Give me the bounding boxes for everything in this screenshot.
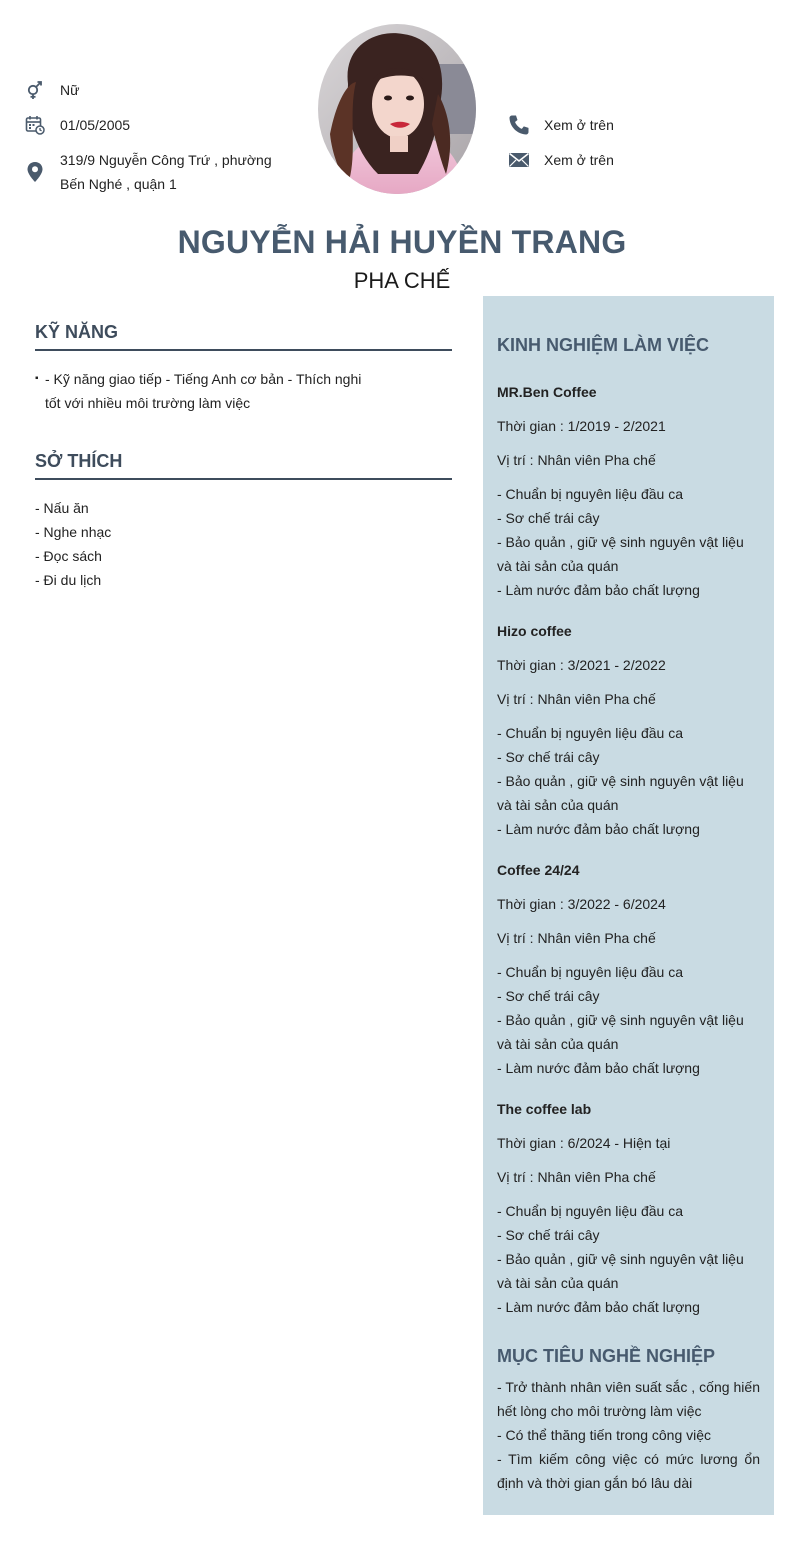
job-role: Vị trí : Nhân viên Pha chế [497,1169,656,1185]
company-name: Hizo coffee [497,623,572,639]
duty-item: - Sơ chế trái cây [497,988,600,1004]
goal-item: - Trở thành nhân viên suất sắc , cống hiến hết lòng cho môi trường làm việc [497,1379,760,1419]
goal-item: - Tìm kiếm công việc có mức lương ổn định và thời gian gắn bó lâu dài [497,1451,760,1491]
job-role: Vị trí : Nhân viên Pha chế [497,452,656,468]
goal-item: - Có thể thăng tiến trong công việc [497,1427,712,1443]
phone-info [508,113,614,137]
job-role: Vị trí : Nhân viên Pha chế [497,930,656,946]
company-name: MR.Ben Coffee [497,384,597,400]
skills-section [35,367,452,415]
email-info [508,148,614,172]
hobby-item: - Đi du lịch [35,572,102,588]
right-sidebar [483,296,774,1515]
job-entry [497,1097,760,1319]
job-time: Thời gian : 1/2019 - 2/2021 [497,418,666,434]
candidate-name: NGUYỄN HẢI HUYỀN TRANG [177,224,627,260]
address-value: 319/9 Nguyễn Công Trứ , phường Bến Nghé , quận 1 [60,152,272,192]
hobby-item: - Nấu ăn [35,500,89,516]
job-time: Thời gian : 3/2021 - 2/2022 [497,657,666,673]
phone-value: Xem ở trên [544,117,614,133]
square-bullet-icon: ▪ [35,373,39,384]
duty-item: - Chuẩn bị nguyên liệu đầu ca [497,1203,684,1219]
job-duties [497,1199,760,1319]
job-duties [497,721,760,841]
address-info [24,148,294,196]
duty-item: - Bảo quản , giữ vệ sinh nguyên vật liệu và tài sản của quán [497,1251,744,1291]
job-time: Thời gian : 6/2024 - Hiện tại [497,1135,671,1151]
career-goals-list [497,1375,760,1495]
gender-info [24,78,79,102]
envelope-icon [508,149,530,171]
company-name: The coffee lab [497,1101,592,1117]
duty-item: - Chuẩn bị nguyên liệu đầu ca [497,486,684,502]
job-time: Thời gian : 3/2022 - 6/2024 [497,896,666,912]
duty-item: - Bảo quản , giữ vệ sinh nguyên vật liệu và tài sản của quán [497,1012,744,1052]
duty-item: - Sơ chế trái cây [497,749,600,765]
company-name: Coffee 24/24 [497,862,580,878]
experience-list [497,380,760,1319]
gender-icon [24,79,46,101]
duty-item: - Chuẩn bị nguyên liệu đầu ca [497,964,684,980]
job-entry [497,619,760,841]
job-entry [497,380,760,602]
hobbies-list [35,496,452,592]
job-title: PHA CHẾ [353,268,451,293]
duty-item: - Sơ chế trái cây [497,1227,600,1243]
job-role: Vị trí : Nhân viên Pha chế [497,691,656,707]
phone-icon [508,114,530,136]
skills-text: - Kỹ năng giao tiếp - Tiếng Anh cơ bản - Thích nghi tốt với nhiều môi trường làm việc [45,371,362,411]
duty-item: - Làm nước đảm bảo chất lượng [497,582,700,598]
email-value: Xem ở trên [544,152,614,168]
hobby-item: - Đọc sách [35,548,102,564]
hobby-item: - Nghe nhạc [35,524,112,540]
duty-item: - Làm nước đảm bảo chất lượng [497,821,700,837]
duty-item: - Chuẩn bị nguyên liệu đầu ca [497,725,684,741]
location-pin-icon [24,161,46,183]
experience-heading: KINH NGHIỆM LÀM VIỆC [497,335,710,355]
left-column [35,322,452,592]
hobbies-heading: SỞ THÍCH [35,451,452,480]
duty-item: - Làm nước đảm bảo chất lượng [497,1060,700,1076]
career-goals-heading: MỤC TIÊU NGHỀ NGHIỆP [497,1346,716,1366]
job-duties [497,960,760,1080]
duty-item: - Bảo quản , giữ vệ sinh nguyên vật liệu và tài sản của quán [497,773,744,813]
duty-item: - Làm nước đảm bảo chất lượng [497,1299,700,1315]
job-duties [497,482,760,602]
duty-item: - Bảo quản , giữ vệ sinh nguyên vật liệu và tài sản của quán [497,534,744,574]
skills-heading: KỸ NĂNG [35,322,452,351]
gender-value: Nữ [60,82,80,98]
dob-value: 01/05/2005 [60,117,131,133]
calendar-icon [24,114,46,136]
job-entry [497,858,760,1080]
dob-info [24,113,130,137]
duty-item: - Sơ chế trái cây [497,510,600,526]
profile-photo [318,24,476,194]
